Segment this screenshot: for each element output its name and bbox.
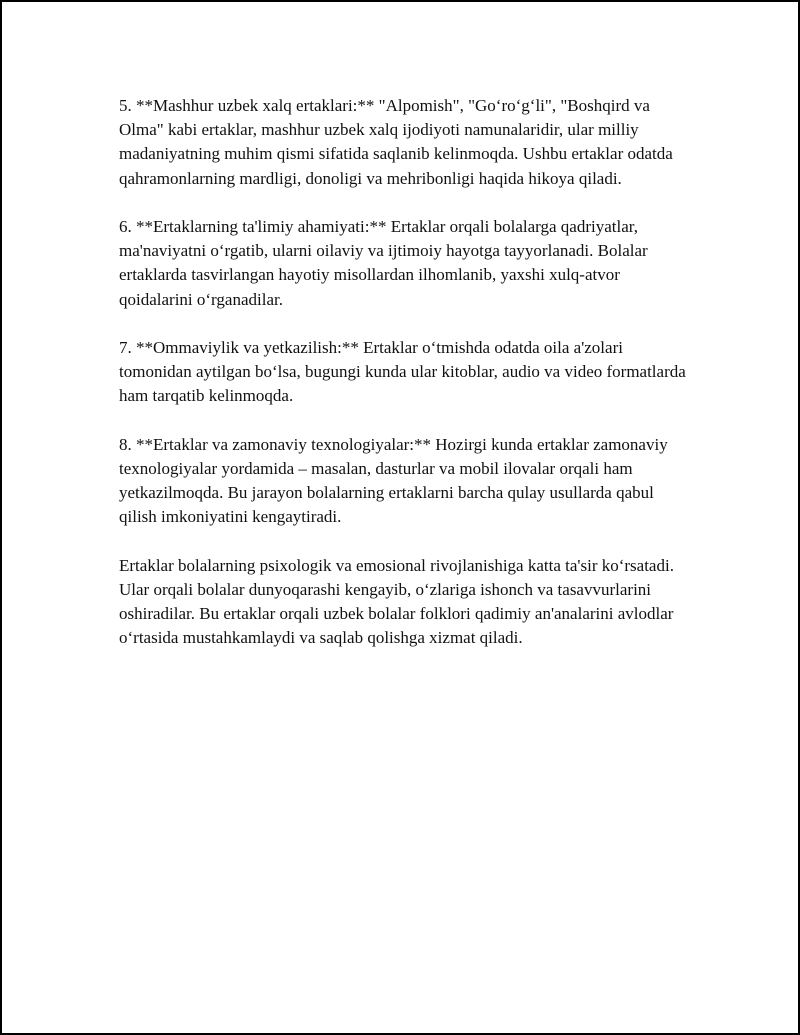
paragraph-7: 7. **Ommaviylik va yetkazilish:** Ertaklar o‘tmishda odatda oila a'zolari tomonidan aytilgan bo‘lsa, bugungi kunda ular kitoblar, audio va video formatlarda ham tarqatib kelinmoqda. [119, 338, 686, 406]
document-body [119, 94, 687, 675]
paragraph-6: 6. **Ertaklarning ta'limiy ahamiyati:** Ertaklar orqali bolalarga qadriyatlar, ma'naviyatni o‘rgatib, ularni oilaviy va ijtimoiy hayotga tayyorlanadi. Bolalar ertaklarda tasvirlangan hayotiy misollardan ilhomlanib, yaxshi xulq-atvor qoidalarini o‘rganadilar. [119, 217, 648, 309]
paragraph-conclusion: Ertaklar bolalarning psixologik va emosional rivojlanishiga katta ta'sir ko‘rsatadi. Ular orqali bolalar dunyoqarashi kengayib, o‘zlariga ishonch va tasavvurlarini oshiradilar. Bu ertaklar orqali uzbek bolalar folklori qadimiy an'analarini avlodlar o‘rtasida mustahkamlaydi va saqlab qolishga xizmat qiladi. [119, 555, 674, 648]
paragraph-8: 8. **Ertaklar va zamonaviy texnologiyalar:** Hozirgi kunda ertaklar zamonaviy texnologiyalar yordamida – masalan, dasturlar va mobil ilovalar orqali ham yetkazilmoqda. Bu jarayon bolalarning ertaklarni barcha qulay usullarda qabul qilish imkoniyatini kengaytiradi. [119, 434, 668, 527]
paragraph-5: 5. **Mashhur uzbek xalq ertaklari:** "Alpomish", "Go‘ro‘g‘li", "Boshqird va Olma" kabi ertaklar, mashhur uzbek xalq ijodiyoti namunalaridir, ular milliy madaniyatning muhim qismi sifatida saqlanib kelinmoqda. Ushbu ertaklar odatda qahramonlarning mardligi, donoligi va mehribonligi haqida hikoya qiladi. [119, 96, 673, 188]
